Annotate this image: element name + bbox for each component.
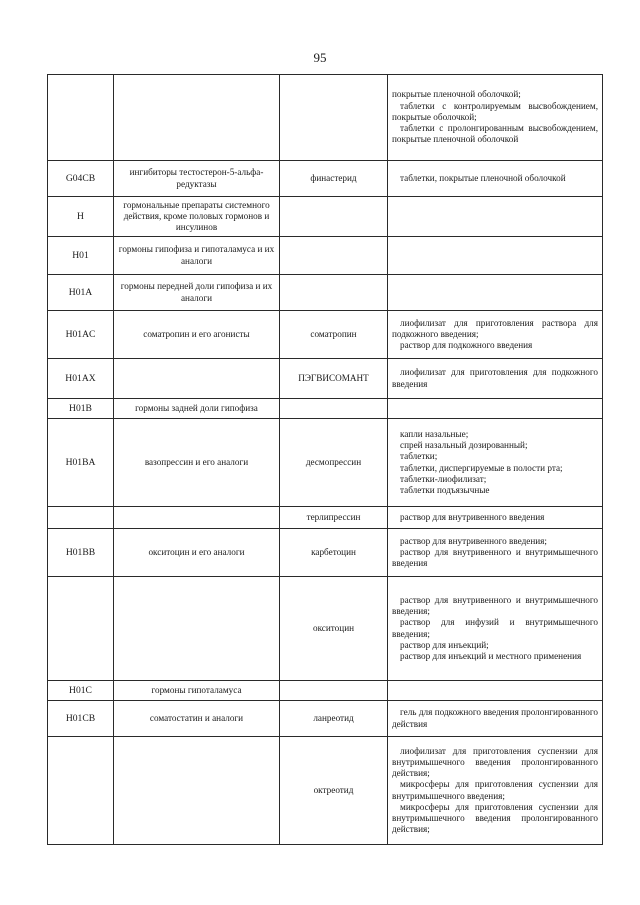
table-row bbox=[48, 237, 603, 275]
dosage-form-cell bbox=[388, 577, 603, 681]
dosage-form-cell bbox=[388, 75, 603, 161]
dosage-form-item: капли назальные; bbox=[400, 428, 469, 439]
drug-table bbox=[47, 74, 603, 845]
dosage-form-item: покрытые пленочной оболочкой; bbox=[392, 89, 521, 100]
drug-name-cell bbox=[280, 681, 388, 701]
dosage-form-item: раствор для внутривенного и внутримышечного введения; bbox=[392, 594, 598, 617]
table-row bbox=[48, 681, 603, 701]
dosage-form-cell bbox=[388, 529, 603, 577]
dosage-form-item: таблетки с контролируемым высвобождением, покрытые оболочкой; bbox=[392, 100, 598, 122]
drug-name-cell: окситоцин bbox=[280, 577, 388, 681]
table-body bbox=[48, 75, 603, 845]
dosage-form-item: микросферы для приготовления суспензии для внутримышечного введения пролонгированного действия; bbox=[392, 801, 598, 835]
drug-name-cell: десмопрессин bbox=[280, 419, 388, 507]
dosage-form-cell bbox=[388, 237, 603, 275]
atc-group-cell: окситоцин и его аналоги bbox=[114, 529, 280, 577]
drug-name-cell: терлипрессин bbox=[280, 507, 388, 529]
dosage-form-cell bbox=[388, 161, 603, 197]
atc-code-cell bbox=[48, 507, 114, 529]
drug-name-cell bbox=[280, 399, 388, 419]
atc-group-cell bbox=[114, 577, 280, 681]
dosage-form-cell bbox=[388, 701, 603, 737]
dosage-form-item: раствор для подкожного введения bbox=[400, 340, 533, 351]
atc-group-cell: гормональные препараты системного действия, кроме половых гормонов и инсулинов bbox=[114, 197, 280, 237]
page-number: 95 bbox=[313, 50, 327, 65]
atc-group-cell: гормоны передней доли гипофиза и их аналоги bbox=[114, 275, 280, 311]
dosage-form-cell bbox=[388, 681, 603, 701]
dosage-form-cell bbox=[388, 399, 603, 419]
atc-code-cell bbox=[48, 737, 114, 845]
atc-group-cell: гормоны гипофиза и гипоталамуса и их аналоги bbox=[114, 237, 280, 275]
atc-group-cell bbox=[114, 75, 280, 161]
atc-group-cell: соматостатин и аналоги bbox=[114, 701, 280, 737]
dosage-form-item: таблетки-лиофилизат; bbox=[400, 473, 487, 484]
drug-name-cell: ланреотид bbox=[280, 701, 388, 737]
atc-group-cell bbox=[114, 737, 280, 845]
dosage-form-cell bbox=[388, 419, 603, 507]
table-row bbox=[48, 197, 603, 237]
table-row bbox=[48, 529, 603, 577]
table-row bbox=[48, 577, 603, 681]
dosage-form-item: микросферы для приготовления суспензии для внутримышечного введения; bbox=[392, 779, 598, 801]
dosage-form-cell bbox=[388, 737, 603, 845]
dosage-form-cell bbox=[388, 197, 603, 237]
atc-group-cell: соматропин и его агонисты bbox=[114, 311, 280, 359]
drug-name-cell: соматропин bbox=[280, 311, 388, 359]
atc-code-cell: H01A bbox=[48, 275, 114, 311]
atc-code-cell: H01AX bbox=[48, 359, 114, 399]
drug-name-cell bbox=[280, 275, 388, 311]
dosage-form-item: таблетки подъязычные bbox=[400, 484, 490, 495]
table-row bbox=[48, 359, 603, 399]
dosage-form-cell bbox=[388, 507, 603, 529]
dosage-form-item: таблетки с пролонгированным высвобождением, покрытые пленочной оболочкой bbox=[392, 123, 598, 145]
dosage-form-item: раствор для внутривенного введения; bbox=[400, 535, 547, 546]
dosage-form-cell bbox=[388, 359, 603, 399]
dosage-form-item: раствор для инъекций; bbox=[400, 639, 489, 650]
atc-code-cell bbox=[48, 75, 114, 161]
dosage-form-item: раствор для внутривенного введения bbox=[400, 511, 545, 522]
atc-code-cell: H01BA bbox=[48, 419, 114, 507]
dosage-form-item: спрей назальный дозированный; bbox=[400, 440, 528, 451]
atc-group-cell bbox=[114, 359, 280, 399]
dosage-form-item: лиофилизат для приготовления для подкожного введения bbox=[392, 367, 598, 389]
drug-name-cell bbox=[280, 197, 388, 237]
dosage-form-item: раствор для внутривенного и внутримышечного введения bbox=[392, 546, 598, 569]
table-row bbox=[48, 737, 603, 845]
table-row bbox=[48, 75, 603, 161]
atc-code-cell: H01B bbox=[48, 399, 114, 419]
table-row bbox=[48, 507, 603, 529]
atc-code-cell: H01AC bbox=[48, 311, 114, 359]
table-row bbox=[48, 419, 603, 507]
table-row bbox=[48, 701, 603, 737]
dosage-form-item: таблетки, покрытые пленочной оболочкой bbox=[400, 172, 566, 183]
dosage-form-item: таблетки; bbox=[400, 451, 438, 462]
dosage-form-item: раствор для инъекций и местного применения bbox=[400, 650, 582, 661]
table-row bbox=[48, 275, 603, 311]
atc-group-cell: гормоны гипоталамуса bbox=[114, 681, 280, 701]
dosage-form-item: лиофилизат для приготовления суспензии для внутримышечного введения пролонгированного действия; bbox=[392, 745, 598, 779]
dosage-form-item: таблетки, диспергируемые в полости рта; bbox=[400, 462, 563, 473]
drug-name-cell: финастерид bbox=[280, 161, 388, 197]
atc-group-cell: вазопрессин и его аналоги bbox=[114, 419, 280, 507]
atc-code-cell: H01BB bbox=[48, 529, 114, 577]
atc-code-cell: H01C bbox=[48, 681, 114, 701]
dosage-form-item: гель для подкожного введения пролонгированного действия bbox=[392, 707, 598, 729]
dosage-form-cell bbox=[388, 311, 603, 359]
drug-name-cell bbox=[280, 75, 388, 161]
atc-group-cell: гормоны задней доли гипофиза bbox=[114, 399, 280, 419]
table-row bbox=[48, 161, 603, 197]
drug-name-cell: ПЭГВИСОМАНТ bbox=[280, 359, 388, 399]
atc-code-cell: H01CB bbox=[48, 701, 114, 737]
drug-name-cell bbox=[280, 237, 388, 275]
atc-code-cell: H bbox=[48, 197, 114, 237]
dosage-form-item: раствор для инфузий и внутримышечного введения; bbox=[392, 617, 598, 639]
atc-code-cell: H01 bbox=[48, 237, 114, 275]
atc-code-cell: G04CB bbox=[48, 161, 114, 197]
atc-group-cell bbox=[114, 507, 280, 529]
drug-name-cell: октреотид bbox=[280, 737, 388, 845]
table-row bbox=[48, 399, 603, 419]
dosage-form-cell bbox=[388, 275, 603, 311]
atc-group-cell: ингибиторы тестостерон-5-альфа-редуктазы bbox=[114, 161, 280, 197]
dosage-form-item: лиофилизат для приготовления раствора для подкожного введения; bbox=[392, 317, 598, 339]
table-row bbox=[48, 311, 603, 359]
drug-name-cell: карбетоцин bbox=[280, 529, 388, 577]
atc-code-cell bbox=[48, 577, 114, 681]
